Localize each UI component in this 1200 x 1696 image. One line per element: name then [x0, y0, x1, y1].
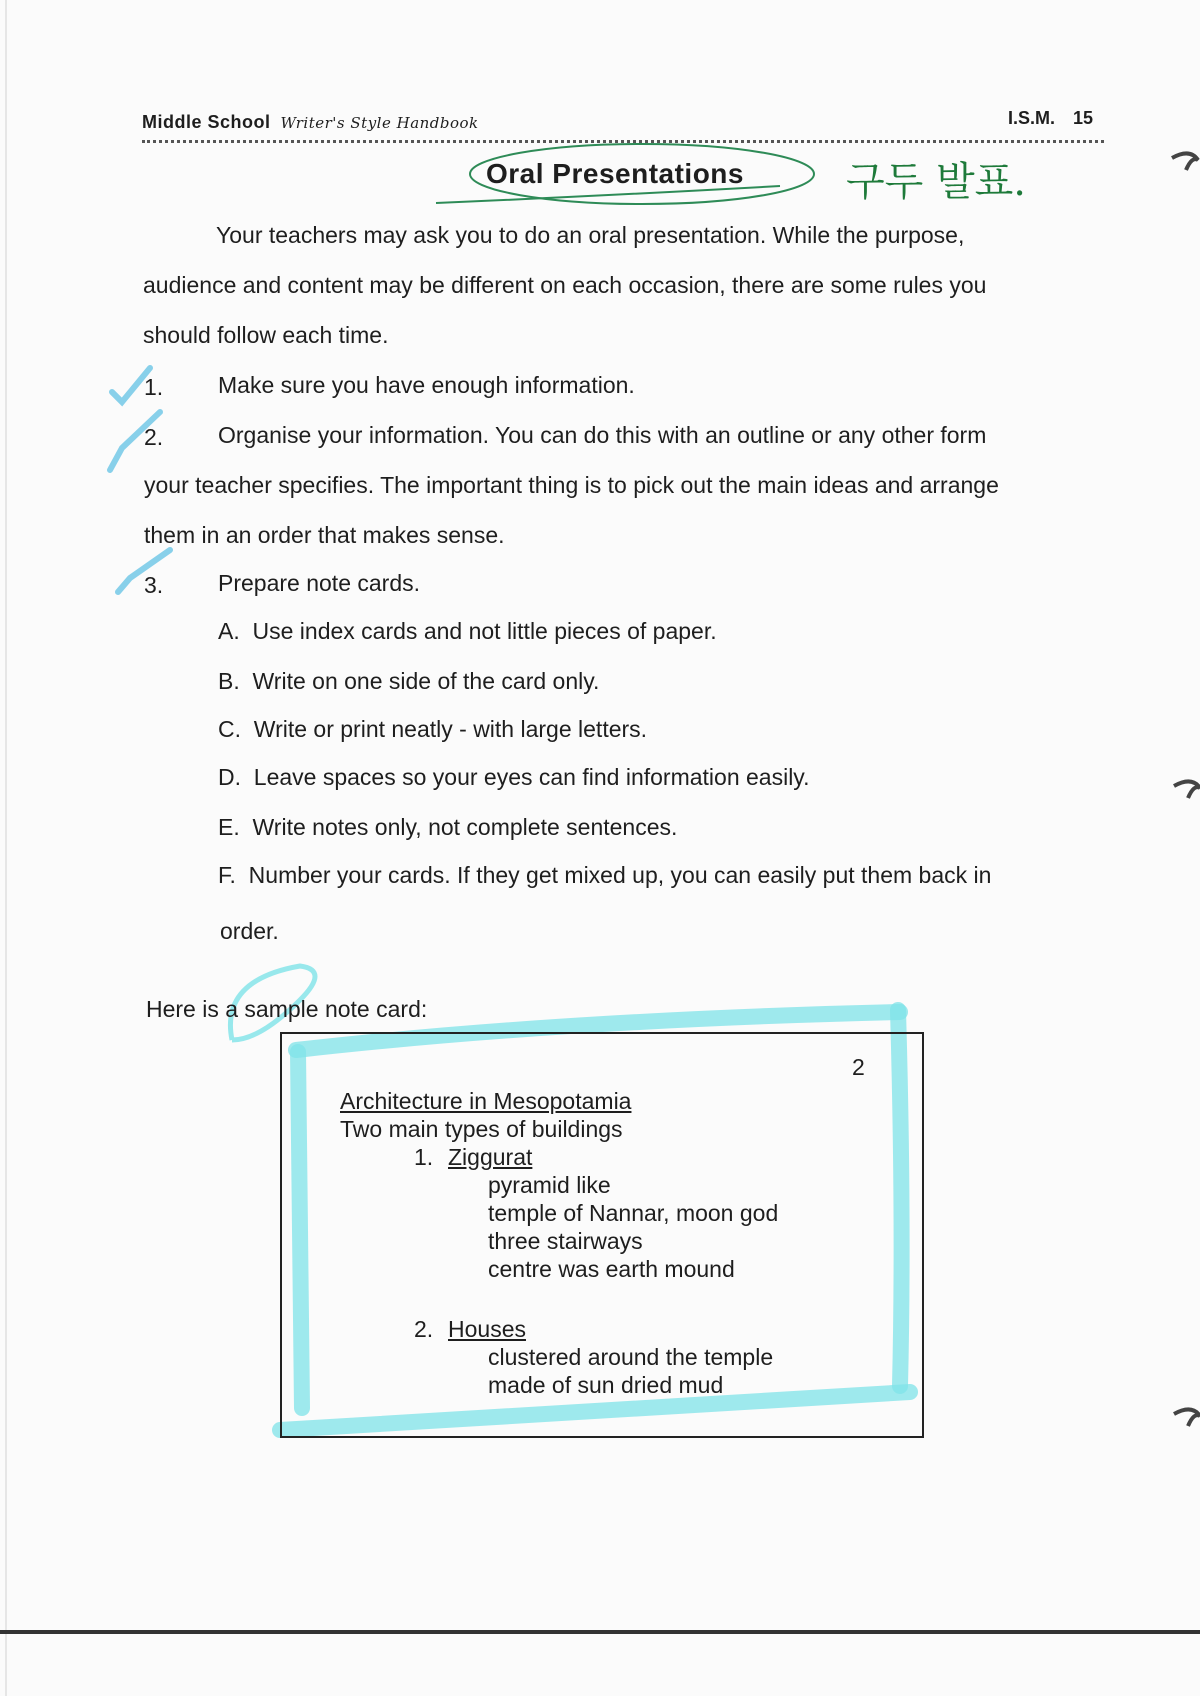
school-label: Middle School: [142, 112, 271, 132]
step-text: Prepare note cards.: [218, 570, 421, 596]
step-text: Organise your information. You can do this with an outline or any other form: [218, 422, 987, 448]
step-text: your teacher specifies. The important thing is to pick out the main ideas and arrange: [144, 472, 999, 498]
sub-item: [218, 716, 647, 743]
card-item-title: Ziggurat: [448, 1144, 533, 1170]
header-divider: [142, 140, 1104, 143]
sub-item: [218, 764, 810, 791]
page-title: Oral Presentations: [486, 158, 744, 189]
intro-line-2: audience and content may be different on each occasion, there are some rules you: [143, 272, 987, 298]
card-subheading: Two main types of buildings: [340, 1116, 623, 1142]
sub-item: [218, 668, 599, 695]
intro-line-3: should follow each time.: [143, 322, 389, 348]
step-number: 3.: [144, 572, 164, 598]
sub-item: [218, 814, 677, 841]
step-text: them in an order that makes sense.: [144, 522, 505, 548]
school-code: I.S.M.: [1008, 108, 1056, 128]
page-bottom-edge: [0, 1630, 1200, 1634]
intro-line-1: Your teachers may ask you to do an oral presentation. While the purpose,: [216, 222, 965, 248]
card-number: 2: [852, 1054, 865, 1080]
handwritten-annotation: 구두 발표.: [846, 159, 1026, 205]
binder-ring-3: [1174, 1409, 1200, 1426]
binder-ring-2: [1174, 781, 1200, 798]
card-note: clustered around the temple: [488, 1344, 774, 1370]
card-item-number: 1.: [414, 1144, 434, 1170]
page-number: 15: [1073, 108, 1094, 128]
running-header-right: [1008, 108, 1093, 129]
handbook-label: Writer's Style Handbook: [280, 114, 479, 132]
sub-item-letter: C.: [218, 716, 241, 742]
sub-item: [218, 618, 717, 645]
sub-item-text: Leave spaces so your eyes can find information easily.: [253, 764, 810, 790]
sub-item-letter: B.: [218, 668, 240, 694]
card-heading: Architecture in Mesopotamia: [340, 1088, 632, 1114]
step-text: Make sure you have enough information.: [218, 372, 635, 398]
binder-ring-1: [1172, 153, 1198, 170]
sample-intro: Here is a sample note card:: [146, 996, 428, 1022]
card-note: temple of Nannar, moon god: [488, 1200, 779, 1226]
card-note: made of sun dried mud: [488, 1372, 724, 1398]
sub-item-text: Number your cards. If they get mixed up, you can easily put them back in: [248, 862, 992, 888]
sub-item-letter: F.: [218, 862, 236, 888]
sub-item-text: Use index cards and not little pieces of paper.: [252, 618, 717, 644]
card-item-title: Houses: [448, 1316, 526, 1342]
sub-item-letter: A.: [218, 618, 240, 644]
card-note: pyramid like: [488, 1172, 611, 1198]
sub-item-text: Write on one side of the card only.: [252, 668, 600, 694]
card-note: three stairways: [488, 1228, 643, 1254]
sub-item: [218, 862, 991, 889]
step-number: 1.: [144, 374, 164, 400]
sub-item-text: Write notes only, not complete sentences.: [252, 814, 678, 840]
sub-item-continuation: order.: [220, 918, 279, 944]
running-header-left: [142, 112, 479, 133]
sub-item-letter: D.: [218, 764, 241, 790]
sub-item-letter: E.: [218, 814, 240, 840]
card-item-number: 2.: [414, 1316, 434, 1342]
card-note: centre was earth mound: [488, 1256, 735, 1282]
step-number: 2.: [144, 424, 164, 450]
sub-item-text: Write or print neatly - with large letters.: [253, 716, 648, 742]
